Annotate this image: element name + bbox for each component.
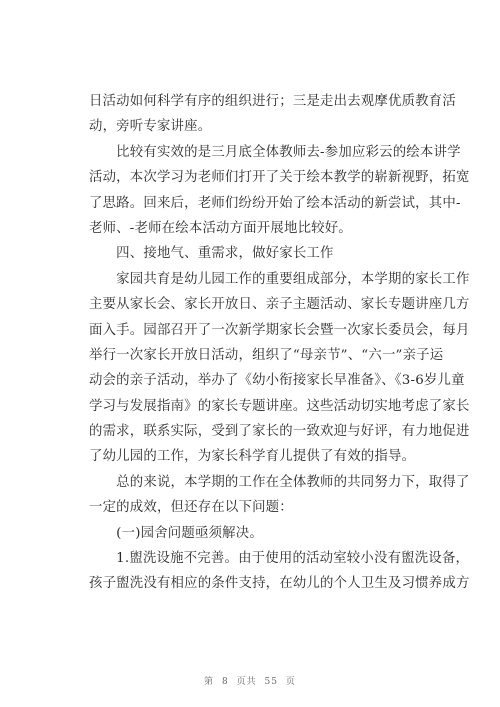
text-line: 主要从家长会、家长开放日、亲子主题活动、家长专题讲座几方 [89, 297, 470, 313]
text-line: 老师、-老师在绘本活动方面开展地比较好。 [89, 220, 352, 236]
text-line: 举行一次家长开放日活动，组织了“母亲节”、“六一”亲子运 [89, 347, 444, 363]
footer-middle: 页共 [236, 677, 257, 687]
text-line: 孩子盥洗没有相应的条件支持，在幼儿的个人卫生及习惯养成方 [89, 576, 470, 592]
text-line: 面入手。园部召开了一次新学期家长会暨一次家长委员会，每月 [89, 322, 470, 338]
subsection-heading: (一)园舍问题亟须解决。 [89, 525, 263, 541]
text-line: 动会的亲子活动，举办了《幼小衔接家长早准备》、《3-6岁儿童 [89, 373, 465, 389]
text-line: 家园共育是幼儿园工作的重要组成部分，本学期的家长工作 [89, 271, 470, 287]
text-line: 1.盥洗设施不完善。由于使用的活动室较小没有盥洗设备， [89, 551, 470, 567]
page-footer [0, 674, 500, 687]
text-line: 比较有实效的是三月底全体教师去-参加应彩云的绘本讲学 [89, 144, 461, 160]
footer-prefix: 第 [204, 677, 215, 687]
footer-page-number: 8 [222, 677, 229, 687]
section-heading: 四、接地气、重需求，做好家长工作 [89, 246, 334, 262]
text-line: 学习与发展指南》的家长专题讲座。这些活动切实地考虑了家长 [89, 398, 470, 414]
text-line: 动，旁听专家讲座。 [89, 119, 212, 135]
text-line: 了幼儿园的工作，为家长科学育儿提供了有效的指导。 [89, 449, 416, 465]
text-line: 活动，本次学习为老师们打开了关于绘本教学的崭新视野，拓宽 [89, 170, 470, 186]
text-line: 的需求，联系实际，受到了家长的一致欢迎与好评，有力地促进 [89, 424, 470, 440]
text-line: 了思路。回来后，老师们纷纷开始了绘本活动的新尝试，其中- [89, 195, 461, 211]
footer-suffix: 页 [285, 677, 296, 687]
document-body [89, 89, 470, 597]
text-line: 日活动如何科学有序的组织进行；三是走出去观摩优质教育活 [89, 94, 456, 109]
text-line: 一定的成效，但还存在以下问题： [89, 500, 293, 516]
footer-total-pages: 55 [264, 677, 278, 687]
text-line: 总的来说，本学期的工作在全体教师的共同努力下，取得了 [89, 474, 470, 490]
